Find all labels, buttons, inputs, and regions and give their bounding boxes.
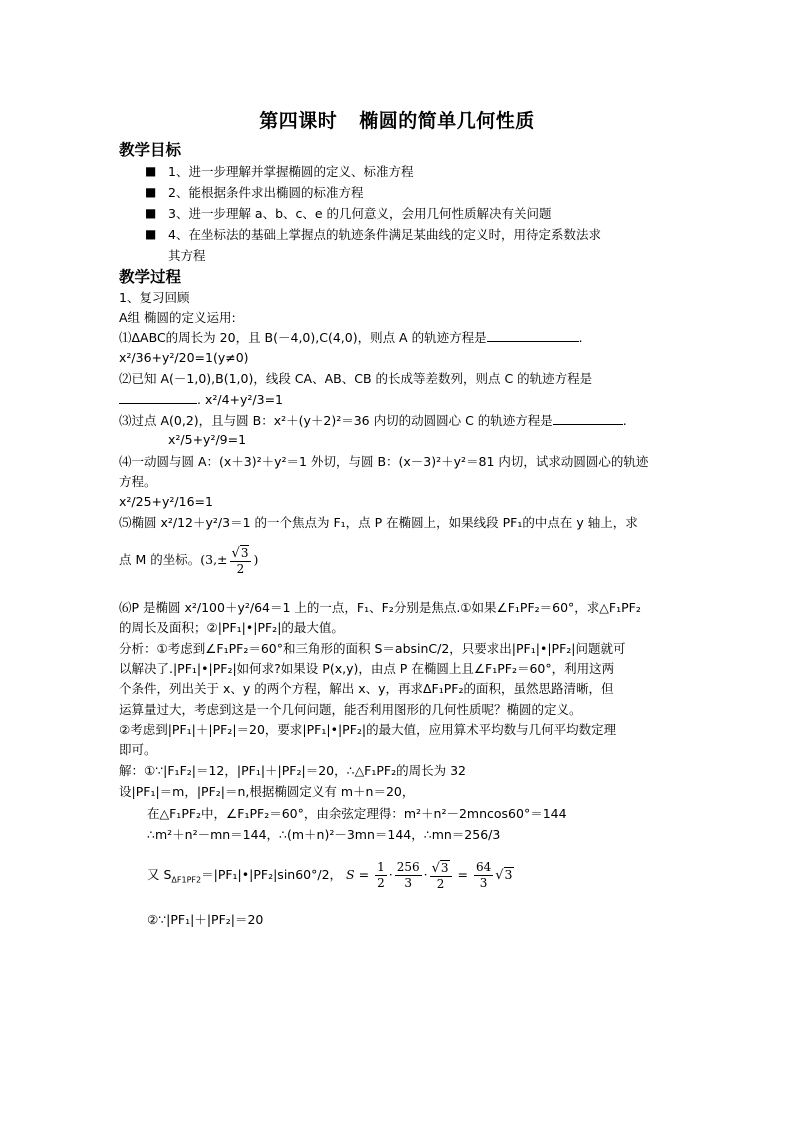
analysis-line-5: ②考虑到|PF₁|＋|PF₂|＝20，要求|PF₁|•|PF₂|的最大值，应用算术平均数与几何平均数定理: [119, 722, 617, 737]
solution-line-2: 设|PF₁|＝m，|PF₂|＝n,根据椭圆定义有 m＋n＝20，: [119, 784, 415, 799]
group-a-line: A组 椭圆的定义运用:: [119, 310, 236, 325]
solution-line-6: ②∵|PF₁|＋|PF₂|＝20: [147, 912, 264, 927]
title-lesson: 第四课时: [259, 110, 338, 132]
bullet-icon: ■: [145, 227, 157, 241]
bullet-icon: ■: [145, 164, 157, 178]
solution-line-3: 在△F₁PF₂中，∠F₁PF₂＝60°，由余弦定理得：m²＋n²－2mncos60°＝144: [147, 806, 567, 821]
analysis-line-2: 以解决了.|PF₁|•|PF₂|如何求?如果设 P(x,y)，由点 P 在椭圆上且∠F₁PF₂＝60°，利用这两: [119, 661, 615, 676]
page-title: [0, 106, 794, 133]
goal-item-2: 2、能根据条件求出椭圆的标准方程: [168, 185, 364, 200]
answer-blank: [487, 329, 579, 342]
answer-3: x²/5+y²/9=1: [168, 432, 247, 447]
answer-blank: [553, 412, 623, 425]
question-2-cont: . x²/4+y²/3=1: [119, 391, 283, 408]
solution-line-1: 解：①∵|F₁F₂|＝12，|PF₁|＋|PF₂|＝20，∴△F₁PF₂的周长为 32: [119, 763, 467, 778]
title-topic: 椭圆的简单几何性质: [359, 110, 535, 132]
fraction-sin60: $\frac{√3}{2}$: [430, 860, 452, 892]
area-symbol: S: [346, 867, 355, 882]
goal-item-3: 3、进一步理解 a、b、c、e 的几何意义，会用几何性质解决有关问题: [168, 206, 552, 221]
analysis-line-3: 个条件，列出关于 x、y 的两个方程，解出 x、y，再求ΔF₁PF₂的面积，虽然思路清晰，但: [119, 681, 614, 696]
analysis-line-4: 运算量过大，考虑到这是一个几何问题，能否利用图形的几何性质呢？椭圆的定义。: [119, 702, 582, 717]
bullet-icon: ■: [145, 185, 157, 199]
fraction-mn: $\frac{256}{3}$: [396, 860, 420, 890]
goals-heading: 教学目标: [119, 141, 182, 159]
solution-line-4: ∴m²＋n²－mn＝144，∴(m＋n)²－3mn＝144，∴mn＝256/3: [147, 827, 501, 842]
question-6: ⑹P 是椭圆 x²/100＋y²/64＝1 上的一点，F₁、F₂分别是焦点.①如果∠F₁PF₂＝60°，求△F₁PF₂: [119, 600, 641, 615]
question-6-cont: 的周长及面积；②|PF₁|•|PF₂|的最大值。: [119, 620, 344, 635]
goal-item-4: 4、在坐标法的基础上掌握点的轨迹条件满足某曲线的定义时，用待定系数法求: [168, 227, 601, 242]
goal-item-1: 1、进一步理解并掌握椭圆的定义、标准方程: [168, 164, 414, 179]
process-heading: 教学过程: [119, 268, 182, 286]
solution-line-5: 又 $S_{\Delta F1PF2}=|PF_1|•|PF_2|\sin 60^\circ/2$， S = $\frac{1}{2}$ · $\frac{256}{3}$ · $\frac{√3}{2}$ = $\frac{64}{3}$ √3: [147, 860, 513, 891]
analysis-line-1: 分析：①考虑到∠F₁PF₂＝60°和三角形的面积 S＝absinC/2，只要求出|PF₁|•|PF₂|问题就可: [119, 641, 626, 656]
question-1: ⑴ΔABC的周长为 20，且 B(－4,0),C(4,0)，则点 A 的轨迹方程是 .: [119, 330, 583, 345]
question-3: ⑶过点 A(0,2)，且与圆 B：x²＋(y＋2)²＝36 内切的动圆圆心 C 的轨迹方程是 .: [119, 413, 627, 428]
fraction-result: $\frac{64}{3}$: [475, 860, 492, 890]
coordinate-fraction: $\frac{√3}{2}$: [230, 545, 252, 577]
question-5: ⑸椭圆 x²/12＋y²/3＝1 的一个焦点为 F₁，点 P 在椭圆上，如果线段 PF₁的中点在 y 轴上，求: [119, 515, 638, 530]
analysis-line-6: 即可。: [119, 742, 157, 757]
sqrt-symbol: √: [495, 868, 504, 883]
answer-blank: [119, 391, 197, 404]
goal-item-4-cont: 其方程: [168, 248, 206, 263]
question-5-cont: 点 M 的坐标。(3,± $\frac{√3}{2}$ ): [119, 545, 259, 576]
answer-1: x²/36+y²/20=1(y≠0): [119, 350, 249, 365]
question-2: ⑵已知 A(－1,0),B(1,0)，线段 CA、AB、CB 的长成等差数列，则点 C 的轨迹方程是: [119, 371, 593, 386]
fraction-half: $\frac{1}{2}$: [377, 860, 385, 890]
bullet-icon: ■: [145, 206, 157, 220]
review-line: 1、复习回顾: [119, 290, 190, 305]
answer-4: x²/25+y²/16=1: [119, 494, 213, 509]
question-4-cont: 方程。: [119, 474, 157, 489]
question-4: ⑷一动圆与圆 A：(x＋3)²＋y²＝1 外切，与圆 B：(x－3)²＋y²＝81 内切，试求动圆圆心的轨迹: [119, 454, 649, 469]
